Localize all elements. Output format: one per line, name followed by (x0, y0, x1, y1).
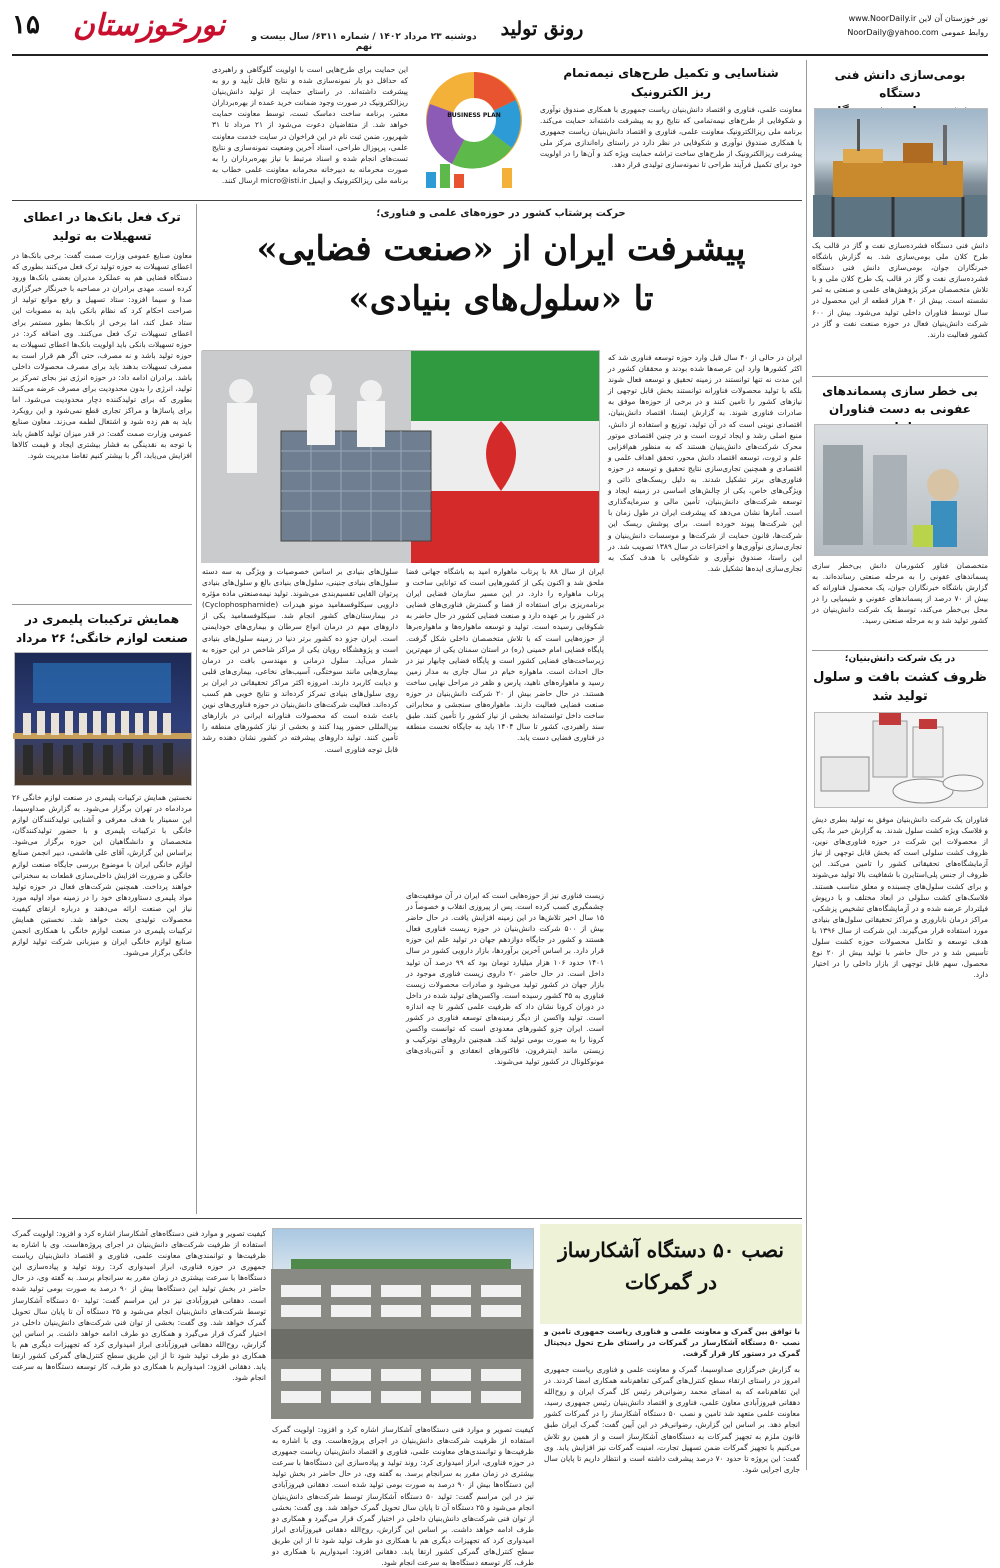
masthead-rule (12, 54, 988, 56)
site-line-1: www.NoorDaily.ir نور خوزستان آن لاین (848, 14, 988, 23)
waste-body: متخصصان فناور کشورمان دانش بی‌خطر سازی پسماندهای عفونی را به مرحله صنعتی رسانده‌اند. به گزارش باشگاه خبرنگاران جوان، یک محصول فناورانه که بیش از ۷۰ درصد از پسماندهای عفونی و شیمیایی را در محل بی‌خطر می‌کند، توسط یک شرکت دانش‌بنیان در کشور تولید شد و به مرحله صنعتی رسید. (812, 561, 989, 626)
polymer-event-illustration (13, 653, 191, 787)
customs-body: به گزارش خبرگزاری صداوسیما، گمرک و معاونت علمی و فناوری ریاست جمهوری امروز در راستای ارتقاء سطح کنترل‌های گمرکی تفاهم‌نامه همکاری امضا کردند. در این تفاهم‌نامه که به امضای محمد رضوانی‌فر رئیس کل گمرک ایران و روح‌الله دهقانی فیروزآبادی معاون علمی، فناوری و اقتصاد دانش‌بنیان رئیس جمهوری رسید، معاونت علمی متعهد شد تامین و نصب ۵۰ دستگاه آشکارساز را در گمرکات کشور انجام دهد. بر اساس این گزارش، رضوانی‌فر در این آیین گفت: گمرک ایران طبق قانون ملزم به تجهیز گمرکات به دستگاه‌های آشکارساز است و از همین رو تلاش می‌کنیم با تجهیز گمرکات ضمن تسهیل تجارت، امنیت گمرکات نیز افزایش یابد. وی گفت: این پروژه تا حدود ۷۰ درصد پیشرفت داشته است و انتظار داریم تا پایان سال جاری اجرایی شود. (544, 1365, 801, 1474)
customs-trucks-photo (272, 1228, 534, 1418)
polymer-headline: همایش ترکیبات پلیمری در صنعت لوازم خانگی؛ ۲۶ مرداد (15, 612, 189, 645)
main-col-3-visible: زیست فناوری نیز از حوزه‌هایی است که ایران در آن موفقیت‌های چشمگیری کسب کرده است. پس از پیروزی انقلاب و خصوصاً در ۱۵ سال اخیر تلاش‌ها در این زمینه افزایش یافت. در حال حاضر بیش از ۵۰۰ شرکت دانش‌بنیان در حوزه زیست فناوری فعال هستند و کشور در جایگاه دوازدهم جهان در تولید علم این حوزه قرار دارد. بر اساس آخرین برآوردها، بازار دارویی کشور در سال ۱۴۰۱ حدود ۱۰۶ هزار میلیارد تومان بود که ۹۹ درصد آن تولید داخل است. در حال حاضر ۲۰ داروی زیست فناوری موجود در بازار جهان در کشور تولید می‌شود و صادرات محصولات زیست فناوری به ۳۵ کشور رسیده است. واکسن‌های تولید شده در داخل در دوران کرونا نشان داد که ظرفیت علمی کشور تا چه اندازه است. تولید واکسن از دیگر زمینه‌های توسعه فناوری در کشور است. ایران جزو کشورهای معدودی است که توانست واکسن کرونا را به صورت بومی تولید کند. همچنین داروهای نوترکیب و زیستی مانند اینترفرون، فاکتورهای انعقادی و آنتی‌بادی‌های مونوکلونال در کشور تولید می‌شوند. (406, 891, 605, 1067)
business-plan-illustration (412, 64, 536, 192)
customs-body-left (12, 1228, 266, 1474)
cell-culture-illustration (813, 713, 987, 809)
main-col-2: ایران از سال ۸۸ با پرتاب ماهواره امید به باشگاه جهانی فضا ملحق شد و اکنون یکی از کشورهایی است که توانایی ساخت و پرتاب ماهواره را دارد. در این مسیر سازمان فضایی ایران برنامه‌ریزی برای استفاده از فضا و گسترش فناوری‌های فضایی در کشور را بر عهده دارد و صنعت فضایی کشور در حال حاضر به شکوفایی رسیده است. تولید و توسعه ماهواره‌ها و ماهواره‌برها از حوزه‌هایی است که با تلاش متخصصان داخلی شکل گرفت. پایگاه فضایی امام خمینی (ره) در استان سمنان یکی از مهم‌ترین زیرساخت‌های فضایی کشور است و پایگاه فضایی چابهار نیز در حال احداث است. ماهواره خیام در سال جاری به مدار زمین رسید و ماهواره‌های ناهید، پارس و ظفر در مراحل نهایی ساخت هستند. در حال حاضر بیش از ۲۰ شرکت دانش‌بنیان در حوزه صنعت فضایی فعالیت دارند. ماهواره‌های سنجشی و مخابراتی ساخت داخل توانسته‌اند بخشی از نیاز کشور را تأمین کنند. طبق سند راهبردی، کشور تا سال ۱۴۰۴ باید به جایگاه نخست منطقه در فناوری فضایی دست یابد. (406, 567, 604, 743)
issue-date: دوشنبه ۲۳ مرداد ۱۴۰۲ / شماره ۶۳۱۱/ سال بیست و نهم (251, 32, 477, 52)
gas-platform-illustration (813, 109, 987, 237)
customs-body-right: کیفیت تصویر و موارد فنی دستگاه‌های آشکارساز اشاره کرد و افزود: اولویت گمرک استفاده از ظرفیت شرکت‌های دانش‌بنیان در اجرای پروژه‌هاست. وی با اشاره به ظرفیت‌ها و توانمندی‌های معاونت علمی، فناوری و اقتصاد دانش‌بنیان ریاست جمهوری در حوزه فناوری، ابراز امیدواری کرد: روند تولید و پیاده‌سازی این دستگاه‌ها با سرعت بیشتری در زمان مقرر به سرانجام برسد. به گفته وی، در حال حاضر در بخش تولید این دستگاه‌ها بیش از ۹۰ درصد به صورت بومی تولید شده است. دهقانی فیروزآبادی نیز در این مراسم گفت: تولید ۵۰ دستگاه آشکارساز توسط شرکت‌های دانش‌بنیان انجام می‌شود و ۲۵ دستگاه آن تا پایان سال تحویل گمرک خواهد شد. وی گفت: بخشی از توان فنی شرکت‌های دانش‌بنیان داخلی در اختیار گمرک قرار می‌گیرد و همکاری دو طرف ادامه خواهد داشت. بر اساس این گزارش، روح‌الله دهقانی فیروزآبادی ابراز امیدواری کرد که تجهیزات دیگری هم با همکاری دو طرف تولید شود تا از این طریق سطح کنترل‌های گمرکی کشور ارتقا یابد. دهقانی افزود: امیدواریم با همکاری دو طرف، کار توسعه دستگاه‌ها به سرعت انجام شود. (272, 1425, 534, 1568)
right-divider-2 (812, 650, 988, 651)
customs-headline: نصب ۵۰ دستگاه آشکارساز در گمرکات (558, 1238, 784, 1294)
site-line-2: NoorDaily@yahoo.com روابط عمومی (847, 28, 988, 37)
page-number: ۱۵ (12, 10, 40, 40)
left-divider-1 (12, 604, 192, 605)
space-lab-illustration (201, 351, 599, 563)
banks-headline: ترک فعل بانک‌ها در اعطای تسهیلات به تولید (23, 210, 181, 243)
left-column-divider (196, 204, 197, 1214)
business-plan-label: BUSINESS PLAN (447, 112, 501, 119)
customs-trucks-illustration (271, 1229, 533, 1419)
banks-body: معاون صنایع عمومی وزارت صمت گفت: برخی بانک‌ها در اعطای تسهیلات به حوزه تولید ترک فعل می‌کنند بطوری که دستگاه قضایی هم به عملکرد مدیران بعضی بانک‌ها ورود کرده است. مهدی برادران در مصاحبه با خبرنگار خبرگزاری صدا و سیما افزود: ستاد تسهیل و رفع موانع تولید از صراحت احکام کرد که نظام بانکی باید به مصوبات این ستاد عمل کند، اما برخی از بانک‌ها بطور مستمر برای اعطای تسهیلات ترک فعل می‌کنند. وی اضافه کرد: در حوزه تسهیلات بانکی باید اولویت بانک‌ها اعطای تسهیلات به حوزه تولید باشد و نه مصرف، حتی اگر هم قرار است به مصرف تسهیلات بدهند باید برای مصرف محصولات داخلی باشد. برادران ادامه داد: در حوزه انرژی نیز بجای تمرکز بر تولید، انرژی را بدون محدودیت برای مصرف عرضه می‌کنند بطوری که برای تولید‌کننده دچار محدودیت می‌شود. اما برای پاساژها و مراکز تجاری قطع نمی‌شود و این رویکرد باید به هم زده شود و اشتغال لطمه می‌زند. معاون صنایع عمومی وزارت صمت گفت: در قدر میزان تولید کاهش یابد با توجه به نقدینگی به فشار بیشتری ایجاد و قیمت کالاها افزایش می‌یابد، اگر با بیشتر کنیم تقاضا مدیریت شود. (12, 251, 192, 460)
top-body-continued: این حمایت برای طرح‌هایی است با اولویت گلوگاهی و راهبردی که حداقل دو بار نمونه‌سازی شده و نتایج قابل تأیید و رو به پیشرفت داشته‌اند. در راستای حمایت از تولید دانش‌بنیان ریزالکترونیک در صورت وجود ضمانت خرید عمده از بهره‌برداران معتبر، برنامه ساخت دماسک تست، توسط معاونت حمایت خواهد شد. از متقاضیان دعوت می‌شود از ۲۱ مرداد تا ۳۱ شهریور، ضمن ثبت نام در این فراخوان در سایت خدمت معاونت علمی، پرپوزال طراحی، اسناد آخرین وضعیت نمونه‌سازی و نتایج تست‌های انجام شده و اسناد مرتبط با نیاز بهره‌برداران را به صورت محرمانه به دبیرخانه محرمانه معاونت علمی خطاب به برنامه ملی ریزالکترونیک و ایمیل micro@isti.ir ارسال کنند. (212, 65, 409, 185)
space-lab-photo (202, 350, 600, 562)
top-body: معاونت علمی، فناوری و اقتصاد دانش‌بنیان ریاست جمهوری با همکاری صندوق نوآوری و شکوفایی از طرح‌های نیمه‌تمامی که نتایج رو به پیشرفت داشته‌اند حمایت می‌کند. برنامه ملی ریزالکترونیک معاونت علمی، فناوری و اقتصاد دانش‌بنیان ریاست جمهوری با همکاری صندوق نوآوری و شکوفایی در نظر دارد در راستای راه‌اندازی مرکز ملی پیشرفت ریزالکترونیک از طرح‌های ساخت تراشه حمایت ویژه کند و آن‌ها را در اولویت خود برای تکمیل فرآیند طراحی تا نمونه‌سازی تولیدی قرار دهد. (540, 105, 802, 170)
polymer-event-photo (14, 652, 192, 786)
top-divider (12, 200, 802, 201)
bottom-divider (12, 1218, 802, 1219)
masthead (12, 10, 988, 52)
waste-plant-photo (814, 424, 988, 556)
section-title: رونق تولید (500, 18, 584, 40)
cell-kicker: در یک شرکت دانش‌بنیان؛ (844, 654, 956, 664)
customs-body-left-text: کیفیت تصویر و موارد فنی دستگاه‌های آشکارساز اشاره کرد و افزود: اولویت گمرک استفاده از ظرفیت شرکت‌های دانش‌بنیان در اجرای پروژه‌هاست. وی با اشاره به ظرفیت‌ها و توانمندی‌های معاونت علمی، فناوری و اقتصاد دانش‌بنیان ریاست جمهوری در حوزه فناوری، ابراز امیدواری کرد: روند تولید و پیاده‌سازی این دستگاه‌ها با سرعت بیشتری در زمان مقرر به سرانجام برسد. به گفته وی، در حال حاضر در بخش تولید این دستگاه‌ها بیش از ۹۰ درصد به صورت بومی تولید شده است. دهقانی فیروزآبادی نیز در این مراسم گفت: تولید ۵۰ دستگاه آشکارساز توسط شرکت‌های دانش‌بنیان انجام می‌شود و ۲۵ دستگاه آن تا پایان سال تحویل گمرک خواهد شد. وی گفت: بخشی از توان فنی شرکت‌های دانش‌بنیان داخلی در اختیار گمرک قرار می‌گیرد و همکاری دو طرف ادامه خواهد داشت. بر اساس این گزارش، روح‌الله دهقانی فیروزآبادی ابراز امیدواری کرد که تجهیزات دیگری هم با همکاری دو طرف تولید شود تا از این طریق سطح کنترل‌های گمرکی کشور ارتقا یابد. دهقانی افزود: امیدواریم با همکاری دو طرف، کار توسعه دستگاه‌ها به سرعت انجام شود. (12, 1229, 266, 1383)
gas-body: دانش فنی دستگاه فشرده‌سازی نفت و گاز در قالب یک طرح کلان ملی بومی‌سازی شد. به گزارش باشگاه خبرنگاران جوان، بومی‌سازی دانش فنی دستگاه فشرده‌سازی نفت و گاز در قالب یک طرح کلان ملی و با تلاش متخصصان مرکز پژوهش‌های علمی و صنعتی به ثمر نشسته است. بیش از ۴۰ هزار قطعه از این محصول در سال توسط فناوران داخلی تولید می‌شود. بیش از ۶۰۰ شرکت دانش‌بنیان فعال در حوزه صنعت نفت و گاز در کشور فعالیت دارند. (812, 241, 988, 339)
waste-headline: بی خطر سازی پسماندهای عفونی به دست فناوران (822, 384, 978, 416)
cell-culture-photo (814, 712, 988, 808)
waste-plant-illustration (813, 425, 987, 557)
right-divider-1 (812, 376, 988, 377)
main-col-4: سلول‌های بنیادی بر اساس خصوصیات و ویژگی به سه دسته سلول‌های بنیادی جنینی، سلول‌های بنیادی بالغ و سلول‌های بنیادی پرتوان القایی تقسیم‌بندی می‌شوند. تولید نیمه‌صنعتی ماده مؤثره دارویی سیکلوفسفامید مونو هیدرات (Cyclophosphamide) در بیمارستان‌های کشور انجام شد. سیکلوفسفامید یکی از داروهای مهم در درمان انواع سرطان و بیماری‌های خودایمنی است. ایران جزو ده کشور برتر دنیا در زمینه سلول‌های بنیادی است و پژوهشگاه رویان یکی از مراکز شاخص در این حوزه به شمار می‌آید. سلول درمانی و مهندسی بافت در درمان بیماری‌هایی مانند سوختگی، آسیب‌های نخاعی، بیماری‌های قلبی و دیابت کاربرد دارند. امروزه اکثر مراکز تحقیقاتی در ایران بر روی سلول‌های بنیادی تمرکز کرده‌اند و نتایج خوبی هم کسب کرده‌اند. فعالیت شرکت‌های دانش‌بنیان در حوزه فناوری‌های نوین باعث شده است که محصولات فناورانه ایرانی در بازارهای بین‌المللی حضور پیدا کنند و بخشی از نیاز کشورهای منطقه را تأمین کنند. تولید داروهای پیشرفته در کشور نشان دهنده رشد قابل توجه فناوری است. (202, 567, 398, 754)
polymer-body: نخستین همایش ترکیبات پلیمری در صنعت لوازم خانگی ۲۶ مردادماه در تهران برگزار می‌شود. به گزارش صداوسیما، این سمینار با هدف معرفی و آشنایی تولیدکنندگان لوازم خانگی با ترکیبات پلیمری و با حضور تولیدکنندگان، متخصصان و دانشگاهیان این حوزه برگزار می‌شود. براساس این گزارش، آقای علی هاشمی، دبیر انجمن صنایع لوازم خانگی ایران با موضوع بررسی جایگاه صنعت لوازم خانگی و ضرورت افزایش داخلی‌سازی قطعات به سخنرانی خواهند پرداخت. همچنین شرکت‌های فعال در حوزه تولید مواد پلیمری دستاوردهای خود را در زمینه مواد اولیه مورد نیاز این صنعت ارائه می‌دهند و درباره ارتقای کیفیت محصولات تولیدی بحث خواهد شد. نخستین همایش ترکیبات پلیمری در صنعت لوازم خانگی با همکاری انجمن صنایع لوازم خانگی ایران و میزبانی شرکت تولید لوازم خانگی برگزار می‌شود. (12, 793, 192, 958)
cell-body: فناوران یک شرکت دانش‌بنیان موفق به تولید بطری دیش و فلاسک ویژه کشت سلول شدند. به گزارش خبر ما، یکی از محصولات این شرکت در حوزه فناوری‌های نوین، ظروف کشت سلولی است که بخش قابل توجهی از نیاز آزمایشگاه‌های تحقیقاتی کشور را تامین می‌کند. این ظروف از جنس پلی‌استایرن با شفافیت بالا تولید می‌شوند و برای کشت سلول‌های چسبنده و معلق مناسب هستند. فلاسک‌های کشت سلولی در ابعاد مختلف و با درپوش فیلتردار عرضه شده و در آزمایشگاه‌های تشخیص پزشکی، مراکز درمان ناباروری و مراکز تحقیقاتی سلول‌های بنیادی مورد استفاده قرار می‌گیرند. این شرکت از سال ۱۳۹۶ با هدف توسعه و تکامل محصولات حوزه کشت سلول تأسیس شد و در حال حاضر با تولید بیش از ۲۰ نوع محصول، سهم قابل توجهی از بازار داخلی را در اختیار دارد. (812, 815, 988, 980)
top-headline: شناسایی و تکمیل طرح‌های نیمه‌تمام ریز الکترونیک (563, 66, 779, 99)
gas-platform-photo (814, 108, 988, 236)
business-plan-graphic (412, 64, 536, 192)
main-headline: پیشرفت ایران از «صنعت فضایی» تا «سلول‌های بنیادی» (256, 229, 746, 319)
newspaper-logo: نورخوزستان (72, 8, 226, 43)
right-column-divider (806, 60, 807, 1470)
customs-lead: با توافق بین گمرک و معاونت علمی و فناوری ریاست جمهوری تامین و نصب ۵۰ دستگاه آشکارساز در گمرکات در راستای طرح تحول دیجیتال گمرک در دستور کار قرار گرفت. (544, 1327, 800, 1359)
main-col-1: ایران در حالی از ۴۰ سال قبل وارد حوزه توسعه فناوری شد که اکثر کشورها وارد این عرصه‌ها شده بودند و محققان کشور در این مدت نه تنها توانستند در زمینه تحقیق و توسعه فعال شوند بلکه با تولید محصولات فناورانه توانستند بخش قابل توجهی از نیازهای کشور را تامین کنند و در برخی از حوزه‌ها موفق به صادرات فناوری شوند. به گزارش ایسنا، اقتصاد دانش‌بنیان، اقتصادی نوینی است که در آن تولید، توزیع و استفاده از دانش، منبع اصلی رشد و ایجاد ثروت است و در چنین اقتصادی موتور محرک شرکت‌های دانش‌بنیان هستند که به منظور هم‌افزایی علم و ثروت، توسعه اقتصاد دانش محور، تحقق اهداف علمی و اقتصادی و همچنین تجاری‌سازی نتایج تحقیق و توسعه در حوزه فناوری‌های برتر تشکیل شدند. به دلیل ریسک‌های ذاتی و ویژگی‌های خاص، یکی از چالش‌های اساسی در زمینه ایجاد و توسعه شرکت‌های دانش‌بنیان، تأمین مالی و سرمایه‌گذاری است. آمارها نشان می‌دهد که پیشرفت ایران در طول زمان با این شرکت‌ها پیوند خورده است. برای پوشش ریسک این شرکت‌ها، قانون حمایت از شرکت‌ها و موسسات دانش‌بنیان و تجاری‌سازی نوآوری‌ها و اختراعات در سال ۱۳۸۹ تصویب شد. در این راستا، صندوق نوآوری و شکوفایی با هدف کمک به تجاری‌سازی ایده‌ها تشکیل شد. (607, 353, 802, 573)
cell-headline: ظروف کشت بافت و سلول تولید شد (813, 670, 987, 704)
main-kicker: حرکت پرشتاب کشور در حوزه‌های علمی و فناوری؛ (376, 208, 626, 219)
gas-headline: بومی‌سازی دانش فنی دستگاه (834, 68, 966, 100)
